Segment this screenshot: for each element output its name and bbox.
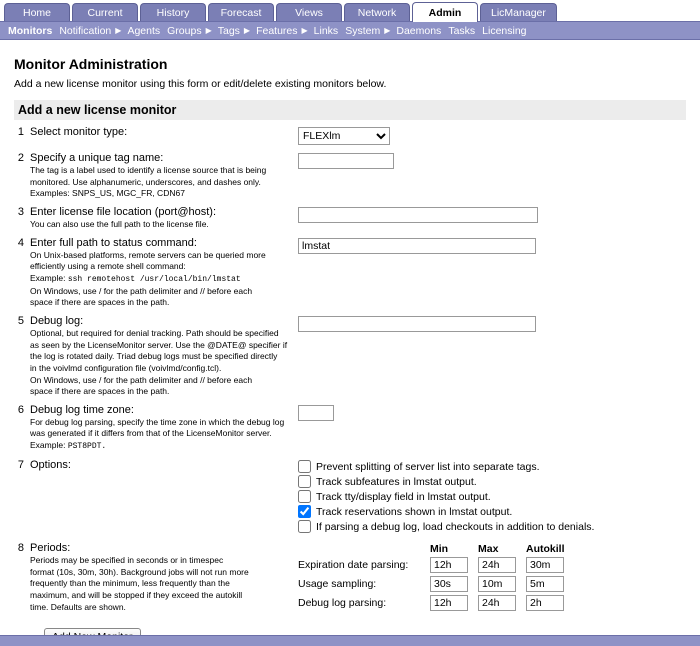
help-periods-line5: time. Defaults are shown.: [30, 601, 126, 612]
tab-forecast[interactable]: Forecast: [208, 3, 274, 21]
step-number-7: 7: [17, 459, 24, 471]
form-row-options: [14, 459, 686, 535]
subnav-item-agents[interactable]: Agents: [127, 24, 161, 37]
debug-log-input[interactable]: [298, 316, 536, 332]
tab-admin[interactable]: Admin: [412, 2, 478, 22]
periods-row-usage-sampling: [298, 576, 686, 592]
help-periods-line2: format (10s, 30m, 30h). Background jobs will not run more: [30, 566, 249, 577]
help-status-command-line2: efficiently using a remote shell command:: [30, 261, 186, 272]
label-status-command: Enter full path to status command:: [30, 236, 197, 249]
option-prevent-splitting[interactable]: [298, 460, 686, 473]
expiration-parsing-min-input[interactable]: [430, 557, 468, 573]
form-row-monitor-type: [14, 126, 686, 145]
step-number-3: 3: [17, 205, 24, 218]
help-tag-name-line3: Examples: SNPS_US, MGC_FR, CDN67: [30, 188, 185, 199]
step-number-6: 6: [17, 403, 24, 416]
option-track-reservations[interactable]: [298, 505, 686, 518]
help-license-file-location: You can also use the full path to the license file.: [30, 218, 209, 229]
subnav-item-system[interactable]: System: [345, 24, 381, 37]
option-prevent-splitting-label[interactable]: Prevent splitting of server list into separate tags.: [316, 460, 540, 473]
help-status-command-line3: [30, 273, 298, 285]
option-track-reservations-label[interactable]: Track reservations shown in lmstat output.: [316, 505, 513, 518]
help-status-command-example-label: Example:: [30, 272, 66, 283]
tab-home[interactable]: Home: [4, 3, 70, 21]
subnav-item-monitors[interactable]: Monitors: [8, 24, 53, 37]
periods-header-autokill: Autokill: [526, 543, 565, 555]
form-row-periods: [14, 542, 686, 614]
sub-navigation: [0, 22, 700, 40]
subnav-item-notification[interactable]: Notification: [59, 24, 112, 37]
subnav-item-features[interactable]: Features: [256, 24, 298, 37]
subnav-item-groups[interactable]: Groups: [167, 24, 202, 37]
option-track-subfeatures[interactable]: [298, 475, 686, 488]
help-status-command-example-code: ssh remotehost /usr/local/bin/lmstat: [67, 274, 241, 284]
step-number-8: 8: [17, 542, 24, 554]
step-number-4: 4: [17, 236, 24, 249]
usage-sampling-min-input[interactable]: [430, 576, 468, 592]
periods-label-expiration-date-parsing: Expiration date parsing:: [298, 559, 409, 571]
label-license-file-location: Enter license file location (port@host):: [30, 205, 217, 218]
chevron-right-icon: ▶: [301, 26, 308, 35]
options-group: [298, 460, 686, 533]
help-periods-line3: frequently than the minimum, less frequently than the: [30, 578, 230, 589]
tab-licmanager[interactable]: LicManager: [480, 3, 557, 21]
debug-log-timezone-input[interactable]: [298, 405, 334, 421]
help-timezone-example-label: Example:: [30, 440, 66, 450]
option-track-subfeatures-label[interactable]: Track subfeatures in lmstat output.: [316, 475, 477, 488]
option-prevent-splitting-checkbox[interactable]: [298, 460, 311, 473]
label-options: Options:: [30, 459, 71, 471]
subnav-item-tasks[interactable]: Tasks: [448, 24, 476, 37]
step-number-1: 1: [17, 126, 24, 138]
form-row-debug-log: [14, 315, 686, 397]
periods-header-max: Max: [478, 543, 499, 555]
label-debug-log: Debug log:: [30, 315, 84, 327]
status-command-input[interactable]: [298, 238, 536, 254]
page-title: Monitor Administration: [14, 56, 168, 72]
form-row-status-command: [14, 237, 686, 309]
option-track-tty-display-label[interactable]: Track tty/display field in lmstat output.: [316, 490, 491, 503]
license-file-location-input[interactable]: [298, 207, 538, 223]
option-track-reservations-checkbox[interactable]: [298, 505, 311, 518]
option-load-checkouts-checkbox[interactable]: [298, 520, 311, 533]
subnav-item-links[interactable]: Links: [313, 24, 339, 37]
chevron-right-icon: ▶: [115, 26, 122, 35]
subnav-item-licensing[interactable]: Licensing: [482, 24, 527, 37]
subnav-item-daemons[interactable]: Daemons: [396, 24, 442, 37]
debug-log-parsing-autokill-input[interactable]: [526, 595, 564, 611]
usage-sampling-max-input[interactable]: [478, 576, 516, 592]
chevron-right-icon: ▶: [243, 26, 251, 35]
help-status-command-line4: On Windows, use / for the path delimiter and // before each: [30, 285, 253, 296]
subnav-item-tags[interactable]: Tags: [217, 24, 240, 37]
usage-sampling-autokill-input[interactable]: [526, 576, 564, 592]
help-debug-log-line4: in the voivlmd configuration file (voivlmd/config.tcl).: [30, 362, 222, 373]
chevron-right-icon: ▶: [384, 26, 391, 35]
option-load-checkouts-label[interactable]: If parsing a debug log, load checkouts in addition to denials.: [316, 520, 595, 533]
help-status-command-line1: On Unix-based platforms, remote servers can be queried more: [30, 249, 266, 260]
chevron-right-icon: ▶: [205, 26, 212, 35]
tab-network[interactable]: Network: [344, 3, 410, 21]
tab-current[interactable]: Current: [72, 3, 138, 21]
debug-log-parsing-max-input[interactable]: [478, 595, 516, 611]
debug-log-parsing-min-input[interactable]: [430, 595, 468, 611]
help-periods-line1: Periods may be specified in seconds or in timespec: [30, 555, 224, 565]
expiration-parsing-max-input[interactable]: [478, 557, 516, 573]
page-body: [0, 40, 700, 646]
help-tag-name-line2: monitored. Use alphanumeric, underscores, and dashes only.: [30, 176, 261, 187]
label-debug-log-timezone: Debug log time zone:: [30, 403, 134, 416]
page-intro-text: Add a new license monitor using this form or edit/delete existing monitors below.: [14, 78, 387, 90]
bottom-status-bar: [0, 635, 700, 646]
help-periods-line4: maximum, and will be stopped if they exceed the autokill: [30, 589, 243, 600]
form-row-debug-log-timezone: [14, 404, 686, 452]
help-debug-log-line2: as seen by the LicenseMonitor server. Use the @DATE@ specifier if: [30, 339, 288, 350]
help-debug-log-line5: On Windows, use / for the path delimiter and // before each: [30, 374, 253, 385]
help-debug-log-line1: Optional, but required for denial tracking. Path should be specified: [30, 328, 279, 338]
help-timezone-example-code: PST8PDT.: [67, 442, 107, 451]
help-debug-log-line3: the log is rotated daily. Triad debug logs must be specified directly: [30, 351, 278, 362]
periods-header-spacer: [298, 543, 430, 555]
monitor-type-select[interactable]: [298, 127, 390, 145]
periods-header-min: Min: [430, 543, 449, 555]
help-debug-log-timezone-line2: was generated if it differs from that of the LicenseMonitor server.: [30, 428, 272, 439]
label-periods: Periods:: [30, 542, 71, 554]
help-debug-log-timezone-line1: For debug log parsing, specify the time zone in which the debug log: [30, 416, 285, 427]
tab-history[interactable]: History: [140, 3, 206, 21]
tab-views[interactable]: Views: [276, 3, 342, 21]
option-track-subfeatures-checkbox[interactable]: [298, 475, 311, 488]
label-monitor-type: Select monitor type:: [30, 126, 128, 138]
periods-row-debug-log-parsing: [298, 595, 686, 611]
periods-row-expiration-date-parsing: [298, 557, 686, 573]
help-debug-log-line6: space if there are spaces in the path.: [30, 386, 170, 397]
periods-table-header: [298, 543, 686, 555]
step-number-2: 2: [17, 152, 24, 164]
main-tab-bar: [0, 0, 700, 22]
label-tag-name: Specify a unique tag name:: [30, 152, 164, 164]
periods-label-usage-sampling: Usage sampling:: [298, 578, 377, 590]
option-track-tty-display-checkbox[interactable]: [298, 490, 311, 503]
help-status-command-line5: space if there are spaces in the path.: [30, 297, 170, 308]
form-row-license-file-location: [14, 206, 686, 230]
option-load-checkouts[interactable]: [298, 520, 686, 533]
form-row-tag-name: [14, 152, 686, 199]
help-debug-log-timezone-line3: [30, 440, 298, 452]
help-tag-name-line1: The tag is a label used to identify a license source that is being: [30, 165, 267, 175]
expiration-parsing-autokill-input[interactable]: [526, 557, 564, 573]
periods-label-debug-log-parsing: Debug log parsing:: [298, 597, 387, 609]
tag-name-input[interactable]: [298, 153, 394, 169]
step-number-5: 5: [17, 315, 24, 327]
section-header-add-monitor: Add a new license monitor: [14, 100, 686, 120]
option-track-tty-display[interactable]: [298, 490, 686, 503]
